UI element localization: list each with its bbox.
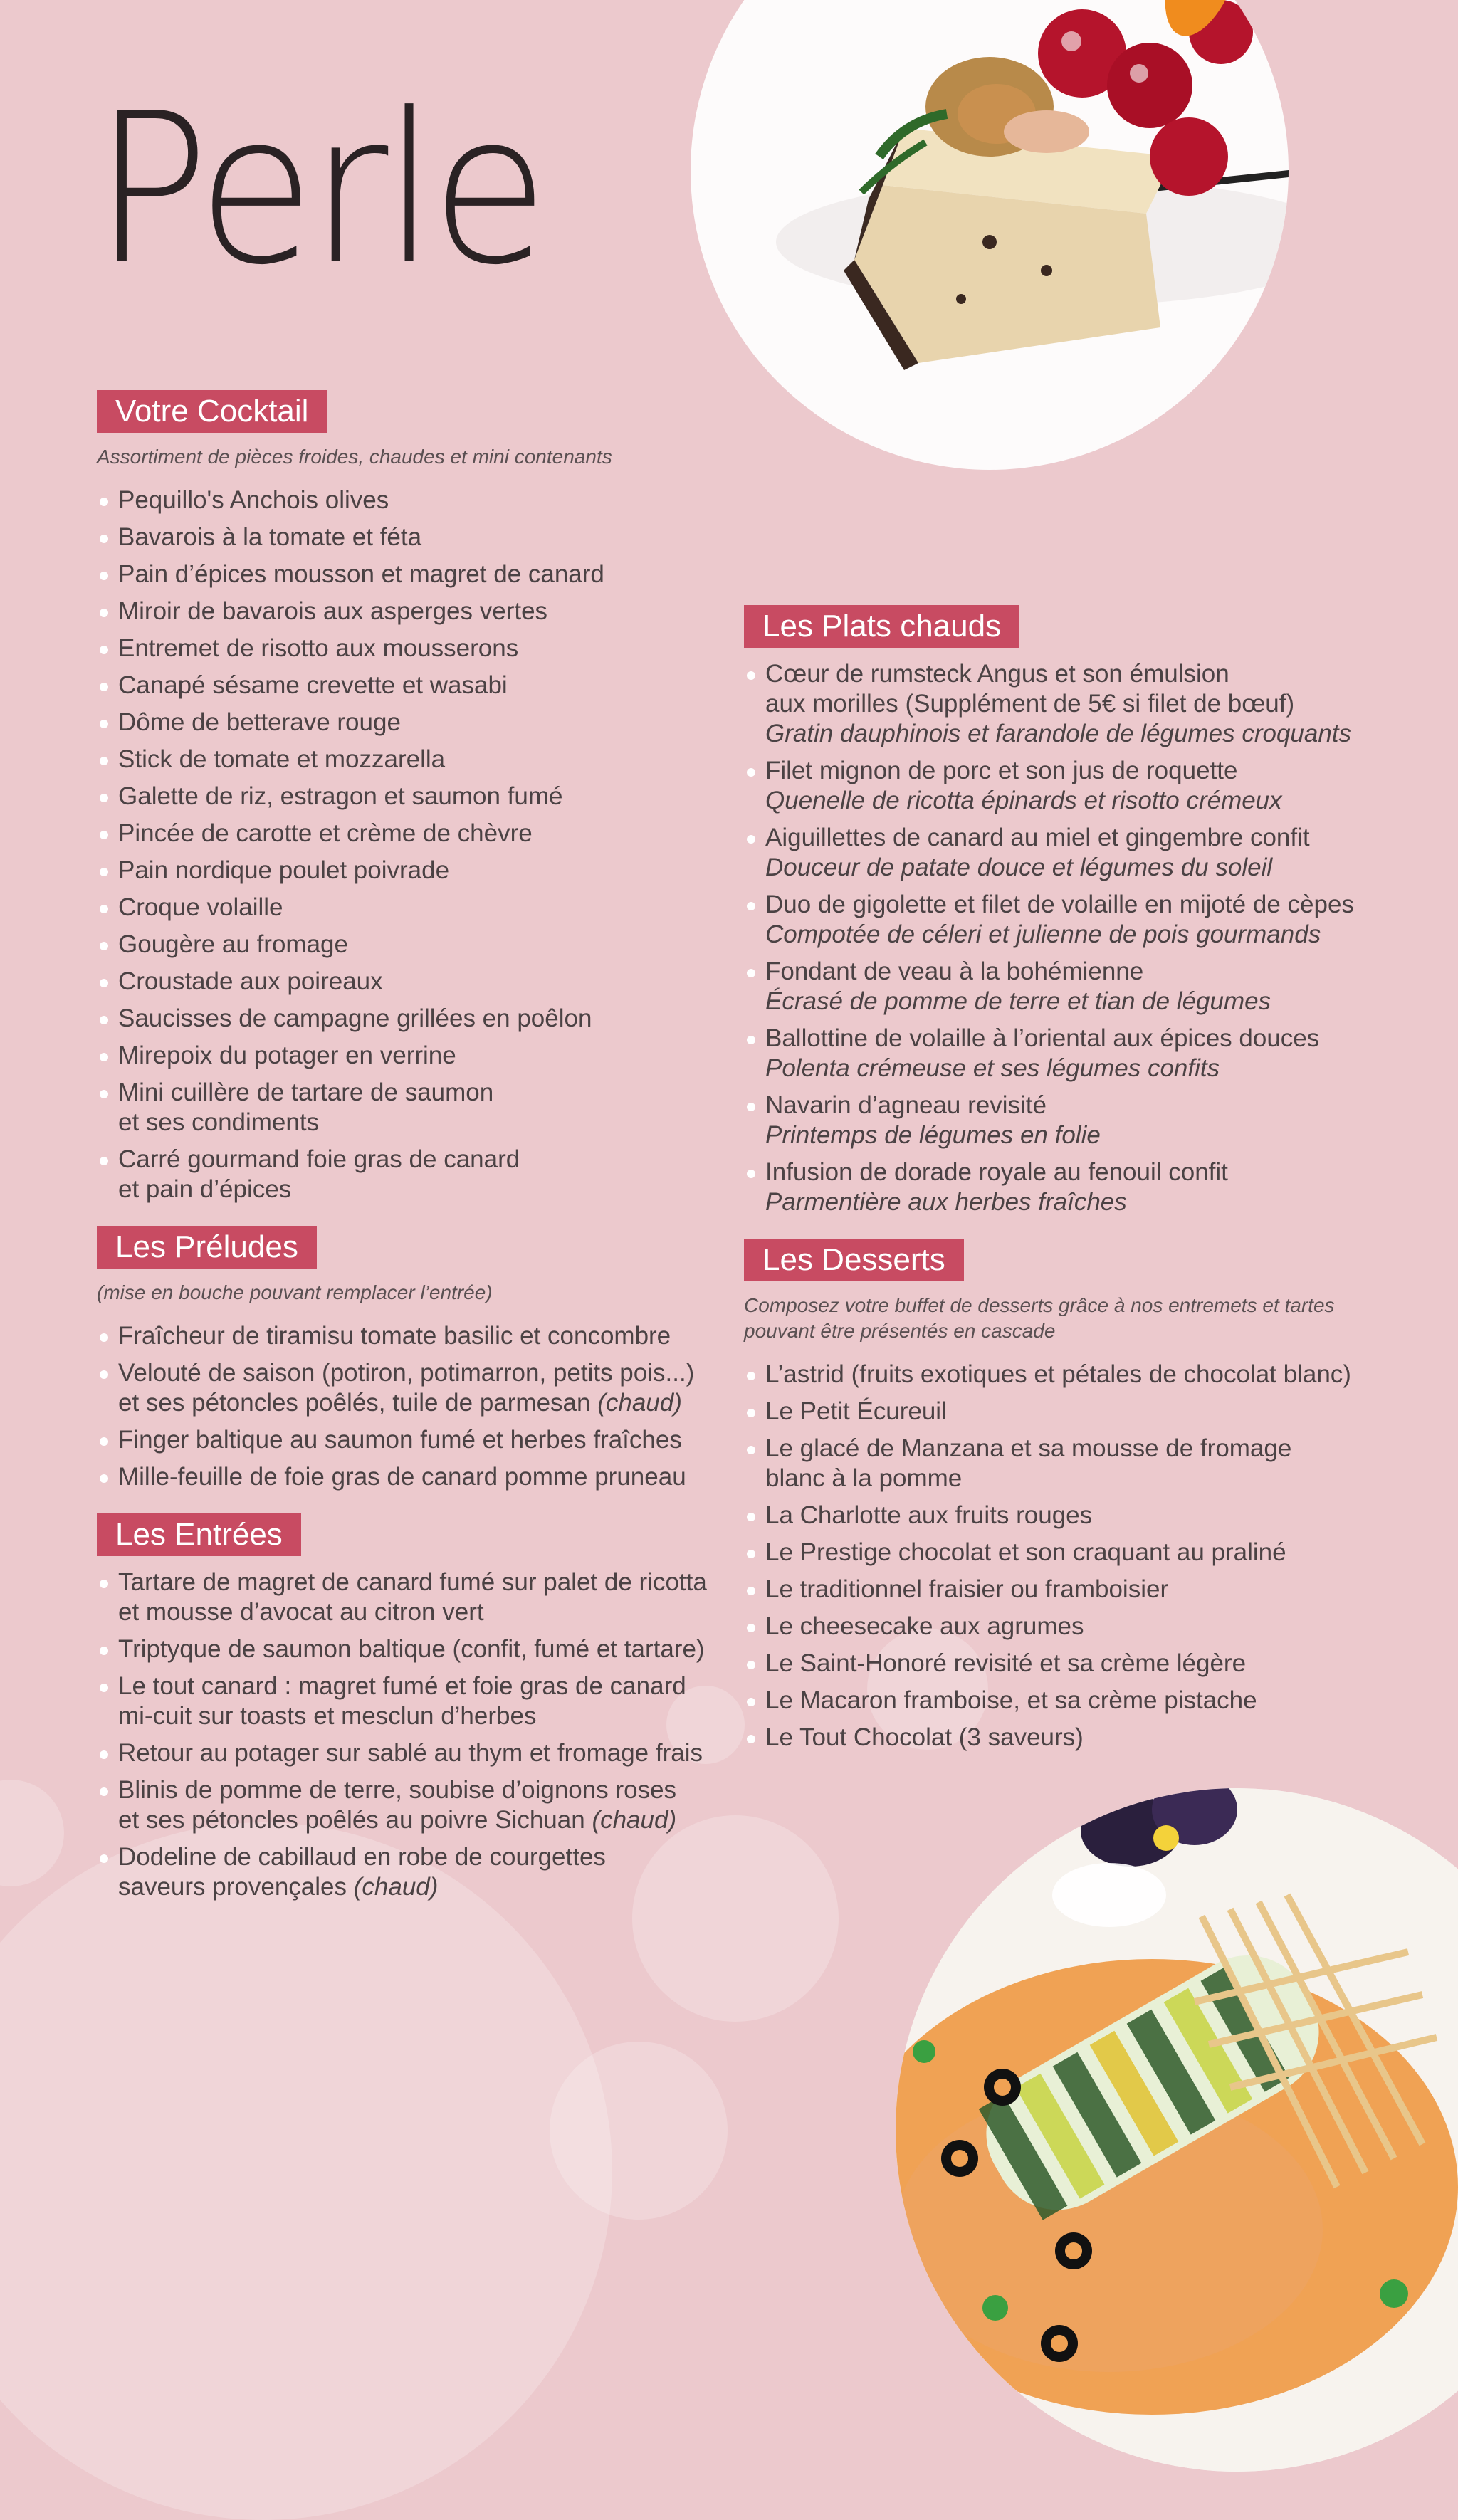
section-title: Les Desserts (744, 1239, 964, 1281)
menu-item (97, 1738, 723, 1768)
menu-item-name-continued (118, 1388, 723, 1418)
menu-item-name-continued (118, 1175, 723, 1204)
menu-item (744, 1649, 1385, 1679)
menu-item-name: Le tout canard : magret fumé et foie gras de canard (118, 1672, 686, 1700)
menu-item (97, 893, 723, 923)
right-column (744, 605, 1385, 1774)
menu-item-accompaniment: Polenta crémeuse et ses légumes confits (765, 1054, 1220, 1082)
menu-item-name: Fondant de veau à la bohémienne (765, 957, 1144, 985)
menu-item-name: Le traditionnel fraisier ou framboisier (765, 1575, 1169, 1603)
menu-item (744, 1397, 1385, 1427)
menu-item-name: Le Prestige chocolat et son craquant au praliné (765, 1538, 1286, 1566)
dessert-illustration (691, 0, 1289, 470)
menu-item (97, 597, 723, 626)
menu-item-name: Infusion de dorade royale au fenouil confit (765, 1158, 1228, 1186)
menu-item-name: Cœur de rumsteck Angus et son émulsion (765, 660, 1229, 688)
menu-item (97, 1634, 723, 1664)
menu-item (97, 1145, 723, 1204)
menu-item (97, 1842, 723, 1902)
menu-item-name: Gougère au fromage (118, 930, 348, 958)
menu-list (97, 485, 723, 1204)
menu-item-text: et ses pétoncles poêlés, tuile de parmesan (118, 1389, 591, 1417)
section-entrees (97, 1513, 723, 1902)
menu-item-text: et ses condiments (118, 1108, 320, 1136)
menu-item-name-continued (118, 1597, 723, 1627)
menu-item-name: Croque volaille (118, 893, 283, 921)
menu-item (744, 1434, 1385, 1493)
menu-item-text: et ses pétoncles poêlés au poivre Sichuan (118, 1806, 585, 1834)
menu-item (97, 819, 723, 849)
menu-list (744, 1360, 1385, 1753)
dessert-photo (691, 0, 1289, 470)
menu-item-name-continued (118, 1108, 723, 1138)
menu-item-accompaniment: Douceur de patate douce et légumes du soleil (765, 854, 1273, 881)
menu-item-name: Carré gourmand foie gras de canard (118, 1145, 520, 1173)
left-column (97, 390, 723, 1923)
menu-item-name: Filet mignon de porc et son jus de roquette (765, 757, 1238, 784)
menu-item-name: Le Petit Écureuil (765, 1397, 947, 1425)
menu-item (97, 856, 723, 886)
menu-item-tag: (chaud) (597, 1389, 682, 1417)
menu-item (97, 1358, 723, 1418)
menu-item-name: Le Tout Chocolat (3 saveurs) (765, 1723, 1084, 1751)
menu-item (744, 1157, 1385, 1217)
menu-item (744, 1538, 1385, 1568)
decor-bubble (0, 1780, 64, 1886)
menu-item-name: Tartare de magret de canard fumé sur palet de ricotta (118, 1568, 707, 1596)
menu-item (744, 1575, 1385, 1605)
section-title: Les Plats chauds (744, 605, 1019, 648)
menu-item-name: Mille-feuille de foie gras de canard pomme pruneau (118, 1463, 686, 1491)
menu-item-name: Le glacé de Manzana et sa mousse de fromage (765, 1434, 1292, 1462)
menu-item (97, 1078, 723, 1138)
menu-item-name: Dôme de betterave rouge (118, 708, 401, 736)
menu-item (744, 756, 1385, 816)
menu-item (744, 1360, 1385, 1390)
menu-item-name: Miroir de bavarois aux asperges vertes (118, 597, 548, 625)
menu-item-text: et mousse d’avocat au citron vert (118, 1598, 484, 1626)
menu-item (744, 1024, 1385, 1083)
menu-item-name: Le Saint-Honoré revisité et sa crème légère (765, 1649, 1247, 1677)
menu-item-text: saveurs provençales (118, 1873, 347, 1901)
menu-item-name: Duo de gigolette et filet de volaille en mijoté de cèpes (765, 891, 1354, 918)
menu-item-name: Blinis de pomme de terre, soubise d’oignons roses (118, 1776, 677, 1804)
menu-item-name: Finger baltique au saumon fumé et herbes fraîches (118, 1426, 682, 1454)
menu-item-name-continued (118, 1872, 723, 1902)
menu-item-text: aux morilles (Supplément de 5€ si filet de bœuf) (765, 690, 1295, 718)
fish-dish-illustration (896, 1788, 1458, 2472)
menu-item-tag: (chaud) (592, 1806, 677, 1834)
menu-item (744, 1686, 1385, 1716)
menu-item-name: Pincée de carotte et crème de chèvre (118, 819, 533, 847)
menu-item (97, 1041, 723, 1071)
menu-item-accompaniment: Compotée de céleri et julienne de pois gourmands (765, 920, 1321, 948)
menu-item-name: Ballottine de volaille à l’oriental aux épices douces (765, 1024, 1320, 1052)
section-title: Les Préludes (97, 1226, 317, 1269)
menu-item-name: Croustade aux poireaux (118, 967, 383, 995)
menu-item-name: Galette de riz, estragon et saumon fumé (118, 782, 563, 810)
menu-item-accompaniment: Gratin dauphinois et farandole de légumes croquants (765, 720, 1352, 747)
menu-item-name: Dodeline de cabillaud en robe de courgettes (118, 1843, 606, 1871)
menu-item (744, 1091, 1385, 1150)
menu-item (744, 823, 1385, 883)
menu-item (744, 890, 1385, 950)
menu-item-accompaniment: Printemps de légumes en folie (765, 1121, 1101, 1149)
menu-item (97, 708, 723, 737)
decor-bubble (550, 2042, 728, 2220)
menu-item-name: Stick de tomate et mozzarella (118, 745, 446, 773)
section-title: Les Entrées (97, 1513, 301, 1556)
menu-item-name: Triptyque de saumon baltique (confit, fumé et tartare) (118, 1635, 705, 1663)
menu-item-name: Bavarois à la tomate et féta (118, 523, 422, 551)
menu-item-name: L’astrid (fruits exotiques et pétales de chocolat blanc) (765, 1360, 1351, 1388)
menu-item-accompaniment: Quenelle de ricotta épinards et risotto crémeux (765, 787, 1282, 814)
menu-item-name: Canapé sésame crevette et wasabi (118, 671, 508, 699)
menu-item (97, 634, 723, 663)
section-desserts (744, 1239, 1385, 1753)
menu-item-name: Mini cuillère de tartare de saumon (118, 1078, 494, 1106)
menu-item-name: Saucisses de campagne grillées en poêlon (118, 1004, 592, 1032)
section-plats (744, 605, 1385, 1217)
menu-item (744, 1501, 1385, 1531)
menu-item-tag: (chaud) (353, 1873, 439, 1901)
menu-item-accompaniment: Parmentière aux herbes fraîches (765, 1188, 1127, 1216)
menu-item-text: mi-cuit sur toasts et mesclun d’herbes (118, 1702, 537, 1730)
menu-item-name: Pain nordique poulet poivrade (118, 856, 450, 884)
menu-item-name-continued (765, 1464, 1385, 1493)
menu-item-name: Aiguillettes de canard au miel et gingembre confit (765, 824, 1310, 851)
menu-item (97, 1004, 723, 1034)
section-note: Assortiment de pièces froides, chaudes et mini contenants (97, 446, 612, 468)
menu-list (97, 1321, 723, 1492)
menu-item-text: blanc à la pomme (765, 1464, 963, 1492)
menu-item (97, 930, 723, 960)
menu-item (97, 782, 723, 812)
section-title: Votre Cocktail (97, 390, 327, 433)
menu-item-name: Mirepoix du potager en verrine (118, 1041, 456, 1069)
menu-item (97, 1462, 723, 1492)
menu-item-name: Velouté de saison (potiron, potimarron, petits pois...) (118, 1359, 695, 1387)
menu-item-name: Navarin d’agneau revisité (765, 1091, 1047, 1119)
menu-item (97, 1568, 723, 1627)
menu-item (744, 659, 1385, 749)
section-note: (mise en bouche pouvant remplacer l’entrée) (97, 1281, 493, 1303)
section-preludes (97, 1226, 723, 1492)
menu-list (97, 1568, 723, 1902)
menu-item-accompaniment: Écrasé de pomme de terre et tian de légumes (765, 987, 1271, 1015)
menu-list (744, 659, 1385, 1217)
menu-item-name: La Charlotte aux fruits rouges (765, 1501, 1093, 1529)
menu-item (97, 1425, 723, 1455)
fish-dish-photo (896, 1788, 1458, 2472)
menu-item (97, 560, 723, 589)
menu-item (97, 1671, 723, 1731)
menu-item-name: Pequillo's Anchois olives (118, 486, 389, 514)
menu-item-text: et pain d’épices (118, 1175, 292, 1203)
menu-item (97, 485, 723, 515)
menu-item (97, 523, 723, 552)
section-cocktail (97, 390, 723, 1204)
menu-item (97, 967, 723, 997)
menu-item-name-continued (118, 1701, 723, 1731)
menu-item-name-continued (118, 1805, 723, 1835)
section-note: Composez votre buffet de desserts grâce à nos entremets et tartes pouvant être présentés en cascade (744, 1294, 1335, 1342)
menu-item (97, 1775, 723, 1835)
menu-item-name: Pain d’épices mousson et magret de canard (118, 560, 604, 588)
page-title: Perle (94, 68, 544, 310)
menu-item (744, 957, 1385, 1017)
menu-item (97, 1321, 723, 1351)
menu-item-name: Entremet de risotto aux mousserons (118, 634, 519, 662)
menu-item-name-continued (765, 689, 1385, 719)
menu-item (744, 1612, 1385, 1642)
menu-item (97, 745, 723, 775)
menu-item (97, 671, 723, 700)
menu-item-name: Le cheesecake aux agrumes (765, 1612, 1084, 1640)
menu-item-name: Fraîcheur de tiramisu tomate basilic et concombre (118, 1322, 671, 1350)
menu-item-name: Le Macaron framboise, et sa crème pistache (765, 1686, 1257, 1714)
menu-item (744, 1723, 1385, 1753)
decor-bubble (0, 1822, 612, 2520)
menu-item-name: Retour au potager sur sablé au thym et fromage frais (118, 1739, 703, 1767)
